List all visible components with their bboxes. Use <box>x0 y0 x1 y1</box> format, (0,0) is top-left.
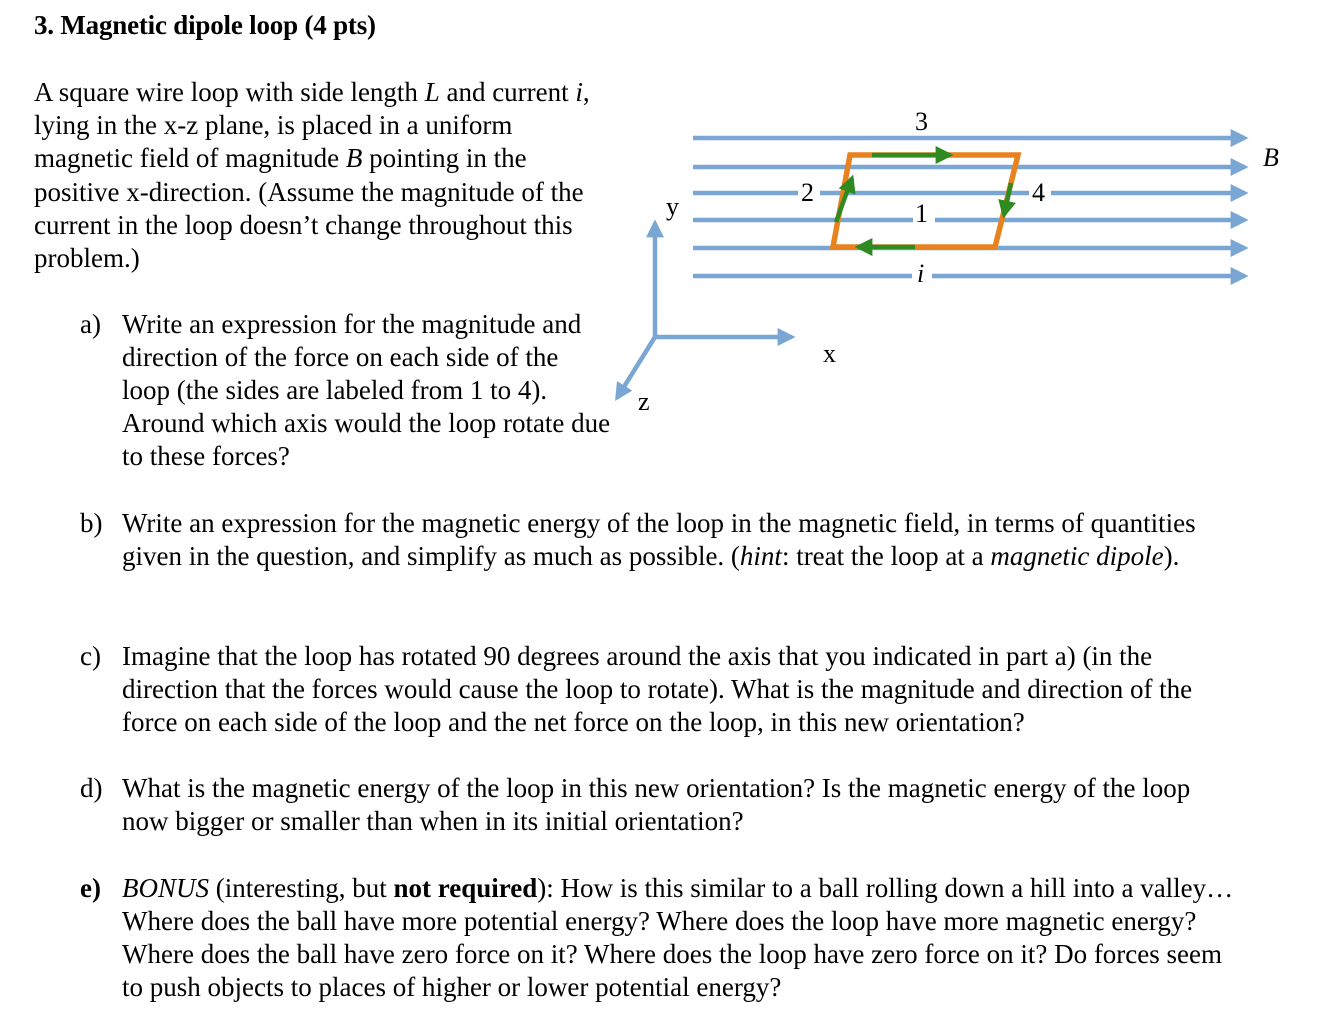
part-b-dipole: magnetic dipole <box>990 541 1164 571</box>
z-axis-label: z <box>638 387 650 416</box>
part-e-text-2: ): How is this similar to a ball rolling down a hill into a valley… Where does the ball have more potential energy? Where does the loop have more magnetic energy? Where does the ball have zero force on it? Where does the loop have zero force on it? Do forces seem to push objects to places of higher or lower potential energy? <box>122 873 1234 1002</box>
part-d-label: d) <box>80 773 103 803</box>
part-d-text: What is the magnetic energy of the loop in this new orientation? Is the magnetic energy of the loop now bigger or smaller than when in its initial orientation? <box>122 773 1191 836</box>
part-b-hint: hint <box>739 541 782 571</box>
intro-text-3: , lying in the x-z plane, is placed in a uniform magnetic field of magnitude <box>34 77 590 174</box>
intro-text-2: and current <box>439 77 576 107</box>
side-2-label: 2 <box>801 178 814 207</box>
x-axis-label: x <box>823 339 836 368</box>
part-e-bonus: BONUS <box>122 873 209 903</box>
field-label: B <box>1263 143 1279 172</box>
part-b-text-3: ). <box>1163 541 1180 571</box>
field-lines <box>693 138 1245 276</box>
side-1-label: 1 <box>915 199 928 228</box>
part-e-label: e) <box>80 873 101 903</box>
side-4-label: 4 <box>1032 178 1045 207</box>
part-c-label: c) <box>80 641 101 671</box>
var-B: B <box>345 143 363 174</box>
current-label: i <box>917 259 925 288</box>
intro-text-1: A square wire loop with side length <box>34 77 425 107</box>
var-i: i <box>575 77 583 107</box>
part-b-text-1: Write an expression for the magnetic energy of the loop in the magnetic field, in terms of quantities given in the question, and simplify as much as possible. ( <box>122 508 1196 571</box>
part-c-text: Imagine that the loop has rotated 90 degrees around the axis that you indicated in part a) (in the direction that the forces would cause the loop to rotate). What is the magnitude and direction of the force on each side of the loop and the net force on the loop, in this new orientation? <box>122 641 1193 737</box>
var-L: L <box>424 77 440 107</box>
intro-text-4: pointing in the positive x-direction. (Assume the magnitude of the current in the loop doesn’t change throughout this problem.) <box>34 143 584 274</box>
part-e-text-1: (interesting, but <box>209 873 394 903</box>
part-a-label: a) <box>80 309 101 339</box>
problem-title: 3. Magnetic dipole loop (4 pts) <box>34 10 376 40</box>
part-b-text-2: : treat the loop at a <box>781 541 991 571</box>
part-e-not-required: not required <box>393 873 538 903</box>
side-3-label: 3 <box>915 107 928 136</box>
part-b-label: b) <box>80 508 103 538</box>
y-axis-label: y <box>666 192 679 221</box>
part-a-text: Write an expression for the magnitude and direction of the force on each side of the loop (the sides are labeled from 1 to 4). Around which axis would the loop rotate due to these forces? <box>122 309 611 471</box>
